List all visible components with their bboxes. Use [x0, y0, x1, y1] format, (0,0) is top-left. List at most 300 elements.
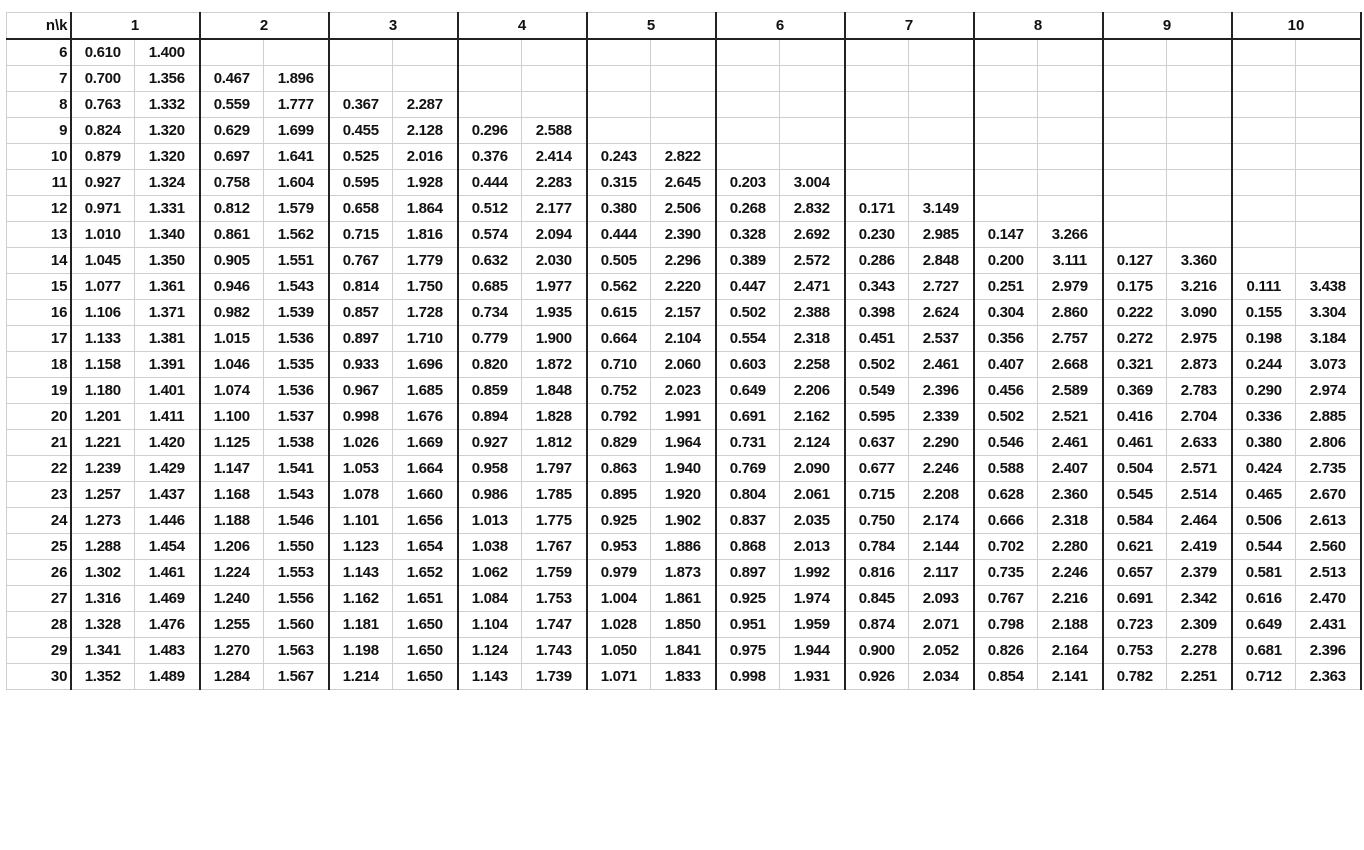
upper-value-cell: 2.246 [909, 456, 974, 482]
lower-value-cell: 0.467 [200, 66, 264, 92]
upper-value-cell: 1.785 [522, 482, 587, 508]
empty-cell [1232, 196, 1296, 222]
upper-value-cell: 2.885 [1296, 404, 1361, 430]
upper-value-cell: 2.124 [780, 430, 845, 456]
lower-value-cell: 0.632 [458, 248, 522, 274]
upper-value-cell: 2.783 [1167, 378, 1232, 404]
upper-value-cell: 1.553 [264, 560, 329, 586]
lower-value-cell: 0.389 [716, 248, 780, 274]
upper-value-cell: 3.360 [1167, 248, 1232, 274]
n-label: 26 [7, 560, 71, 586]
upper-value-cell: 2.280 [1038, 534, 1103, 560]
lower-value-cell: 0.637 [845, 430, 909, 456]
upper-value-cell: 2.560 [1296, 534, 1361, 560]
upper-value-cell: 1.551 [264, 248, 329, 274]
empty-cell [1296, 39, 1361, 66]
lower-value-cell: 0.581 [1232, 560, 1296, 586]
lower-value-cell: 0.894 [458, 404, 522, 430]
lower-value-cell: 0.615 [587, 300, 651, 326]
lower-value-cell: 0.380 [1232, 430, 1296, 456]
empty-cell [1103, 222, 1167, 248]
upper-value-cell: 2.414 [522, 144, 587, 170]
lower-value-cell: 0.953 [587, 534, 651, 560]
empty-cell [1103, 66, 1167, 92]
lower-value-cell: 0.700 [71, 66, 135, 92]
upper-value-cell: 1.469 [135, 586, 200, 612]
upper-value-cell: 3.216 [1167, 274, 1232, 300]
upper-value-cell: 2.188 [1038, 612, 1103, 638]
lower-value-cell: 1.028 [587, 612, 651, 638]
upper-value-cell: 1.331 [135, 196, 200, 222]
upper-value-cell: 2.093 [909, 586, 974, 612]
upper-value-cell: 2.094 [522, 222, 587, 248]
upper-value-cell: 1.437 [135, 482, 200, 508]
upper-value-cell: 2.090 [780, 456, 845, 482]
lower-value-cell: 1.015 [200, 326, 264, 352]
table-row [7, 248, 1361, 274]
empty-cell [974, 66, 1038, 92]
lower-value-cell: 1.255 [200, 612, 264, 638]
lower-value-cell: 1.062 [458, 560, 522, 586]
lower-value-cell: 0.230 [845, 222, 909, 248]
upper-value-cell: 1.696 [393, 352, 458, 378]
upper-value-cell: 1.974 [780, 586, 845, 612]
lower-value-cell: 0.649 [716, 378, 780, 404]
upper-value-cell: 2.431 [1296, 612, 1361, 638]
table-row [7, 456, 1361, 482]
upper-value-cell: 2.388 [780, 300, 845, 326]
lower-value-cell: 0.549 [845, 378, 909, 404]
lower-value-cell: 1.168 [200, 482, 264, 508]
upper-value-cell: 1.864 [393, 196, 458, 222]
upper-value-cell: 3.184 [1296, 326, 1361, 352]
upper-value-cell: 2.061 [780, 482, 845, 508]
lower-value-cell: 0.767 [329, 248, 393, 274]
k-header: 3 [329, 13, 458, 40]
upper-value-cell: 1.841 [651, 638, 716, 664]
lower-value-cell: 0.971 [71, 196, 135, 222]
upper-value-cell: 2.052 [909, 638, 974, 664]
empty-cell [1232, 118, 1296, 144]
upper-value-cell: 2.379 [1167, 560, 1232, 586]
lower-value-cell: 0.251 [974, 274, 1038, 300]
upper-value-cell: 1.446 [135, 508, 200, 534]
empty-cell [522, 39, 587, 66]
upper-value-cell: 1.991 [651, 404, 716, 430]
empty-cell [651, 92, 716, 118]
table-row [7, 144, 1361, 170]
upper-value-cell: 1.391 [135, 352, 200, 378]
upper-value-cell: 1.461 [135, 560, 200, 586]
n-label: 14 [7, 248, 71, 274]
upper-value-cell: 1.940 [651, 456, 716, 482]
upper-value-cell: 2.513 [1296, 560, 1361, 586]
upper-value-cell: 1.541 [264, 456, 329, 482]
upper-value-cell: 2.806 [1296, 430, 1361, 456]
upper-value-cell: 1.935 [522, 300, 587, 326]
n-label: 28 [7, 612, 71, 638]
upper-value-cell: 2.318 [780, 326, 845, 352]
upper-value-cell: 1.828 [522, 404, 587, 430]
upper-value-cell: 1.651 [393, 586, 458, 612]
upper-value-cell: 2.013 [780, 534, 845, 560]
empty-cell [1103, 39, 1167, 66]
upper-value-cell: 1.538 [264, 430, 329, 456]
upper-value-cell: 1.650 [393, 638, 458, 664]
k-header: 6 [716, 13, 845, 40]
empty-cell [587, 66, 651, 92]
lower-value-cell: 0.544 [1232, 534, 1296, 560]
lower-value-cell: 1.162 [329, 586, 393, 612]
lower-value-cell: 0.447 [716, 274, 780, 300]
lower-value-cell: 0.111 [1232, 274, 1296, 300]
upper-value-cell: 1.728 [393, 300, 458, 326]
empty-cell [587, 92, 651, 118]
lower-value-cell: 0.584 [1103, 508, 1167, 534]
upper-value-cell: 2.461 [909, 352, 974, 378]
k-header: 7 [845, 13, 974, 40]
upper-value-cell: 2.251 [1167, 664, 1232, 690]
lower-value-cell: 0.562 [587, 274, 651, 300]
lower-value-cell: 0.664 [587, 326, 651, 352]
lower-value-cell: 0.925 [587, 508, 651, 534]
table-row [7, 170, 1361, 196]
upper-value-cell: 2.670 [1296, 482, 1361, 508]
table-row [7, 274, 1361, 300]
lower-value-cell: 1.198 [329, 638, 393, 664]
lower-value-cell: 1.084 [458, 586, 522, 612]
upper-value-cell: 1.483 [135, 638, 200, 664]
upper-value-cell: 2.060 [651, 352, 716, 378]
empty-cell [909, 144, 974, 170]
empty-cell [845, 170, 909, 196]
lower-value-cell: 0.666 [974, 508, 1038, 534]
n-label: 8 [7, 92, 71, 118]
lower-value-cell: 0.792 [587, 404, 651, 430]
upper-value-cell: 1.669 [393, 430, 458, 456]
lower-value-cell: 1.201 [71, 404, 135, 430]
lower-value-cell: 1.181 [329, 612, 393, 638]
lower-value-cell: 0.826 [974, 638, 1038, 664]
empty-cell [1167, 66, 1232, 92]
upper-value-cell: 3.438 [1296, 274, 1361, 300]
lower-value-cell: 0.895 [587, 482, 651, 508]
table-row [7, 326, 1361, 352]
empty-cell [1038, 92, 1103, 118]
upper-value-cell: 2.287 [393, 92, 458, 118]
empty-cell [1038, 66, 1103, 92]
lower-value-cell: 1.273 [71, 508, 135, 534]
lower-value-cell: 0.681 [1232, 638, 1296, 664]
lower-value-cell: 1.284 [200, 664, 264, 690]
empty-cell [1167, 196, 1232, 222]
upper-value-cell: 2.290 [909, 430, 974, 456]
lower-value-cell: 0.621 [1103, 534, 1167, 560]
lower-value-cell: 0.752 [587, 378, 651, 404]
lower-value-cell: 0.691 [716, 404, 780, 430]
lower-value-cell: 0.356 [974, 326, 1038, 352]
corner-label: n\k [7, 13, 71, 40]
lower-value-cell: 0.753 [1103, 638, 1167, 664]
empty-cell [1038, 170, 1103, 196]
upper-value-cell: 2.704 [1167, 404, 1232, 430]
empty-cell [1232, 66, 1296, 92]
upper-value-cell: 1.964 [651, 430, 716, 456]
empty-cell [264, 39, 329, 66]
empty-cell [458, 66, 522, 92]
empty-cell [1232, 39, 1296, 66]
upper-value-cell: 2.104 [651, 326, 716, 352]
lower-value-cell: 1.100 [200, 404, 264, 430]
upper-value-cell: 1.536 [264, 378, 329, 404]
table-row [7, 664, 1361, 690]
upper-value-cell: 2.258 [780, 352, 845, 378]
upper-value-cell: 1.536 [264, 326, 329, 352]
upper-value-cell: 1.350 [135, 248, 200, 274]
lower-value-cell: 1.302 [71, 560, 135, 586]
lower-value-cell: 1.328 [71, 612, 135, 638]
upper-value-cell: 1.900 [522, 326, 587, 352]
empty-cell [845, 39, 909, 66]
lower-value-cell: 1.101 [329, 508, 393, 534]
lower-value-cell: 0.502 [845, 352, 909, 378]
upper-value-cell: 1.562 [264, 222, 329, 248]
empty-cell [716, 144, 780, 170]
upper-value-cell: 2.975 [1167, 326, 1232, 352]
lower-value-cell: 0.155 [1232, 300, 1296, 326]
table-row [7, 222, 1361, 248]
lower-value-cell: 0.857 [329, 300, 393, 326]
upper-value-cell: 1.902 [651, 508, 716, 534]
upper-value-cell: 1.563 [264, 638, 329, 664]
lower-value-cell: 0.304 [974, 300, 1038, 326]
lower-value-cell: 0.927 [458, 430, 522, 456]
lower-value-cell: 1.046 [200, 352, 264, 378]
lower-value-cell: 0.451 [845, 326, 909, 352]
table-row [7, 612, 1361, 638]
empty-cell [1103, 118, 1167, 144]
empty-cell [1296, 222, 1361, 248]
lower-value-cell: 1.078 [329, 482, 393, 508]
lower-value-cell: 0.905 [200, 248, 264, 274]
n-label: 13 [7, 222, 71, 248]
upper-value-cell: 1.759 [522, 560, 587, 586]
empty-cell [780, 144, 845, 170]
upper-value-cell: 1.699 [264, 118, 329, 144]
lower-value-cell: 0.504 [1103, 456, 1167, 482]
lower-value-cell: 0.628 [974, 482, 1038, 508]
empty-cell [716, 39, 780, 66]
lower-value-cell: 0.982 [200, 300, 264, 326]
empty-cell [909, 118, 974, 144]
empty-cell [1038, 39, 1103, 66]
empty-cell [329, 66, 393, 92]
empty-cell [1296, 170, 1361, 196]
upper-value-cell: 1.454 [135, 534, 200, 560]
lower-value-cell: 0.845 [845, 586, 909, 612]
empty-cell [909, 170, 974, 196]
lower-value-cell: 0.677 [845, 456, 909, 482]
empty-cell [1038, 144, 1103, 170]
table-row [7, 300, 1361, 326]
lower-value-cell: 0.804 [716, 482, 780, 508]
upper-value-cell: 2.979 [1038, 274, 1103, 300]
upper-value-cell: 1.550 [264, 534, 329, 560]
table-row [7, 39, 1361, 66]
lower-value-cell: 0.731 [716, 430, 780, 456]
critical-values-table [6, 12, 1362, 690]
upper-value-cell: 1.797 [522, 456, 587, 482]
lower-value-cell: 0.715 [329, 222, 393, 248]
lower-value-cell: 0.863 [587, 456, 651, 482]
table-row [7, 586, 1361, 612]
upper-value-cell: 2.848 [909, 248, 974, 274]
empty-cell [1167, 39, 1232, 66]
upper-value-cell: 1.604 [264, 170, 329, 196]
empty-cell [587, 39, 651, 66]
empty-cell [909, 92, 974, 118]
empty-cell [458, 92, 522, 118]
empty-cell [780, 66, 845, 92]
n-label: 15 [7, 274, 71, 300]
upper-value-cell: 1.977 [522, 274, 587, 300]
upper-value-cell: 2.071 [909, 612, 974, 638]
lower-value-cell: 1.038 [458, 534, 522, 560]
upper-value-cell: 2.668 [1038, 352, 1103, 378]
table-row [7, 638, 1361, 664]
upper-value-cell: 1.656 [393, 508, 458, 534]
n-label: 22 [7, 456, 71, 482]
upper-value-cell: 1.777 [264, 92, 329, 118]
empty-cell [1296, 92, 1361, 118]
lower-value-cell: 0.455 [329, 118, 393, 144]
upper-value-cell: 1.992 [780, 560, 845, 586]
upper-value-cell: 2.589 [1038, 378, 1103, 404]
upper-value-cell: 2.035 [780, 508, 845, 534]
upper-value-cell: 1.664 [393, 456, 458, 482]
empty-cell [1232, 92, 1296, 118]
n-label: 6 [7, 39, 71, 66]
upper-value-cell: 1.848 [522, 378, 587, 404]
lower-value-cell: 1.125 [200, 430, 264, 456]
lower-value-cell: 1.004 [587, 586, 651, 612]
upper-value-cell: 2.572 [780, 248, 845, 274]
upper-value-cell: 3.304 [1296, 300, 1361, 326]
upper-value-cell: 1.739 [522, 664, 587, 690]
upper-value-cell: 2.873 [1167, 352, 1232, 378]
lower-value-cell: 0.367 [329, 92, 393, 118]
lower-value-cell: 1.240 [200, 586, 264, 612]
k-header: 1 [71, 13, 200, 40]
upper-value-cell: 1.543 [264, 482, 329, 508]
upper-value-cell: 1.324 [135, 170, 200, 196]
upper-value-cell: 2.339 [909, 404, 974, 430]
lower-value-cell: 0.927 [71, 170, 135, 196]
table-row [7, 482, 1361, 508]
empty-cell [974, 118, 1038, 144]
table-row [7, 92, 1361, 118]
upper-value-cell: 2.030 [522, 248, 587, 274]
upper-value-cell: 2.174 [909, 508, 974, 534]
n-label: 18 [7, 352, 71, 378]
table-row [7, 66, 1361, 92]
empty-cell [1167, 118, 1232, 144]
upper-value-cell: 2.514 [1167, 482, 1232, 508]
lower-value-cell: 0.502 [716, 300, 780, 326]
upper-value-cell: 1.546 [264, 508, 329, 534]
lower-value-cell: 0.444 [458, 170, 522, 196]
n-label: 21 [7, 430, 71, 456]
upper-value-cell: 2.692 [780, 222, 845, 248]
k-header: 4 [458, 13, 587, 40]
upper-value-cell: 1.872 [522, 352, 587, 378]
lower-value-cell: 1.133 [71, 326, 135, 352]
lower-value-cell: 0.321 [1103, 352, 1167, 378]
upper-value-cell: 1.476 [135, 612, 200, 638]
lower-value-cell: 0.658 [329, 196, 393, 222]
empty-cell [329, 39, 393, 66]
lower-value-cell: 0.782 [1103, 664, 1167, 690]
lower-value-cell: 0.897 [716, 560, 780, 586]
upper-value-cell: 2.396 [909, 378, 974, 404]
k-header: 5 [587, 13, 716, 40]
upper-value-cell: 2.860 [1038, 300, 1103, 326]
lower-value-cell: 0.629 [200, 118, 264, 144]
empty-cell [1167, 92, 1232, 118]
upper-value-cell: 1.743 [522, 638, 587, 664]
upper-value-cell: 2.117 [909, 560, 974, 586]
upper-value-cell: 1.356 [135, 66, 200, 92]
upper-value-cell: 1.676 [393, 404, 458, 430]
lower-value-cell: 0.380 [587, 196, 651, 222]
upper-value-cell: 1.833 [651, 664, 716, 690]
empty-cell [1103, 170, 1167, 196]
empty-cell [974, 92, 1038, 118]
lower-value-cell: 0.603 [716, 352, 780, 378]
upper-value-cell: 2.645 [651, 170, 716, 196]
lower-value-cell: 0.456 [974, 378, 1038, 404]
lower-value-cell: 0.649 [1232, 612, 1296, 638]
lower-value-cell: 1.341 [71, 638, 135, 664]
n-label: 25 [7, 534, 71, 560]
lower-value-cell: 1.123 [329, 534, 393, 560]
k-header: 2 [200, 13, 329, 40]
n-label: 27 [7, 586, 71, 612]
upper-value-cell: 2.390 [651, 222, 716, 248]
lower-value-cell: 1.053 [329, 456, 393, 482]
upper-value-cell: 1.861 [651, 586, 716, 612]
empty-cell [909, 39, 974, 66]
lower-value-cell: 0.545 [1103, 482, 1167, 508]
upper-value-cell: 1.652 [393, 560, 458, 586]
lower-value-cell: 0.461 [1103, 430, 1167, 456]
upper-value-cell: 1.685 [393, 378, 458, 404]
empty-cell [845, 66, 909, 92]
lower-value-cell: 0.175 [1103, 274, 1167, 300]
empty-cell [200, 39, 264, 66]
empty-cell [974, 170, 1038, 196]
empty-cell [1232, 222, 1296, 248]
upper-value-cell: 2.624 [909, 300, 974, 326]
lower-value-cell: 1.106 [71, 300, 135, 326]
upper-value-cell: 2.471 [780, 274, 845, 300]
n-label: 10 [7, 144, 71, 170]
empty-cell [651, 118, 716, 144]
empty-cell [1296, 144, 1361, 170]
upper-value-cell: 1.944 [780, 638, 845, 664]
n-label: 20 [7, 404, 71, 430]
n-label: 16 [7, 300, 71, 326]
